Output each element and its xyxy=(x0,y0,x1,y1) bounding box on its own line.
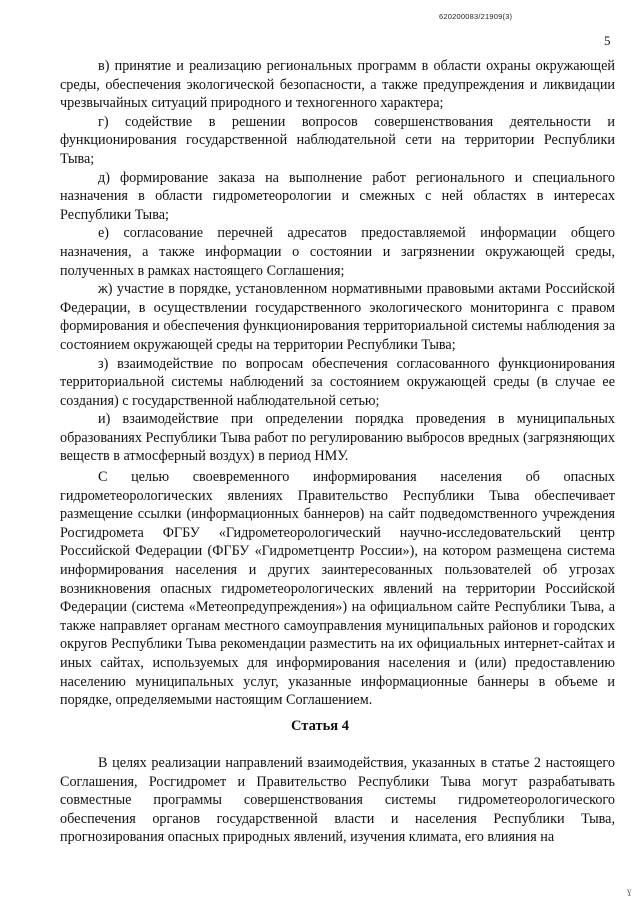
paragraph-d: д) формирование заказа на выполнение работ регионального и специального назначения в области гидрометеорологии и смежных с ней областях в интересах Республики Тыва; xyxy=(60,169,615,223)
document-number: 620200083/21909(3) xyxy=(439,12,513,21)
paragraph-informing: С целью своевременного информирования населения об опасных гидрометеорологических явлениях Правительство Республики Тыва обеспечивает размещение ссылки (информационных баннеров) на сайт подведомственного учреждения Росгидромета ФГБУ «Гидрометеорологический научно-исследовательский центр Российской Федерации (ФГБУ «Гидрометцентр России»), на котором размещена система информирования населения и других заинтересованных пользователей об угрозах возникновения опасных гидрометеорологических явлений на территории Российской Федерации (система «Метеопредупреждения») на официальном сайте Республики Тыва, а также направляет органам местного самоуправления муниципальных районов и городских округов Республики Тыва рекомендации разместить на их официальных интернет-сайтах и иных сайтах, используемых для информирования населения и (или) предоставлению населению муниципальных услуг, указанные информационные баннеры в объеме и порядке, определяемыми настоящим Соглашением. xyxy=(60,469,615,709)
paragraph-e: е) согласование перечней адресатов предоставляемой информации общего назначения, а также информации о состоянии и загрязнении окружающей среды, полученных в рамках настоящего Соглашения; xyxy=(60,225,615,279)
page-number: 5 xyxy=(604,33,611,48)
paragraph-zh: ж) участие в порядке, установленном нормативными правовыми актами Российской Федерации, в осуществлении государственного экологического мониторинга с правом формирования и обеспечения функционирования территориальной системы наблюдения за состоянием окружающей среды на территории Республики Тыва; xyxy=(60,281,615,353)
paragraph-v: в) принятие и реализацию региональных программ в области охраны окружающей среды, обеспечения экологической безопасности, а также предупреждения и ликвидации чрезвычайных ситуаций природного и техногенного характера; xyxy=(60,58,615,112)
article-paragraph: В целях реализации направлений взаимодействия, указанных в статье 2 настоящего Соглашения, Росгидромет и Правительство Республики Тыва могут разрабатывать совместные программы совершенствования системы гидрометеорологического обеспечения органов государственной власти и населения Республики Тыва, прогнозирования опасных природных явлений, изучения климата, его влияния на xyxy=(60,755,615,846)
paragraph-i: и) взаимодействие при определении порядка проведения в муниципальных образованиях Республики Тыва работ по регулированию выбросов вредных (загрязняющих веществ в атмосферный воздух) в период НМУ. xyxy=(60,411,615,465)
paragraph-g: г) содействие в решении вопросов совершенствования деятельности и функционирования государственной наблюдательной сети на территории Республики Тыва; xyxy=(60,113,615,167)
article-body xyxy=(60,754,615,847)
corner-mark: ɣ xyxy=(627,886,632,896)
document-body xyxy=(60,57,615,710)
paragraph-z: з) взаимодействие по вопросам обеспечения согласованного функционирования территориальной системы наблюдений за состоянием окружающей среды (в случае ее создания) с государственной наблюдательной сетью; xyxy=(60,355,615,409)
article-heading: Статья 4 xyxy=(291,718,349,734)
